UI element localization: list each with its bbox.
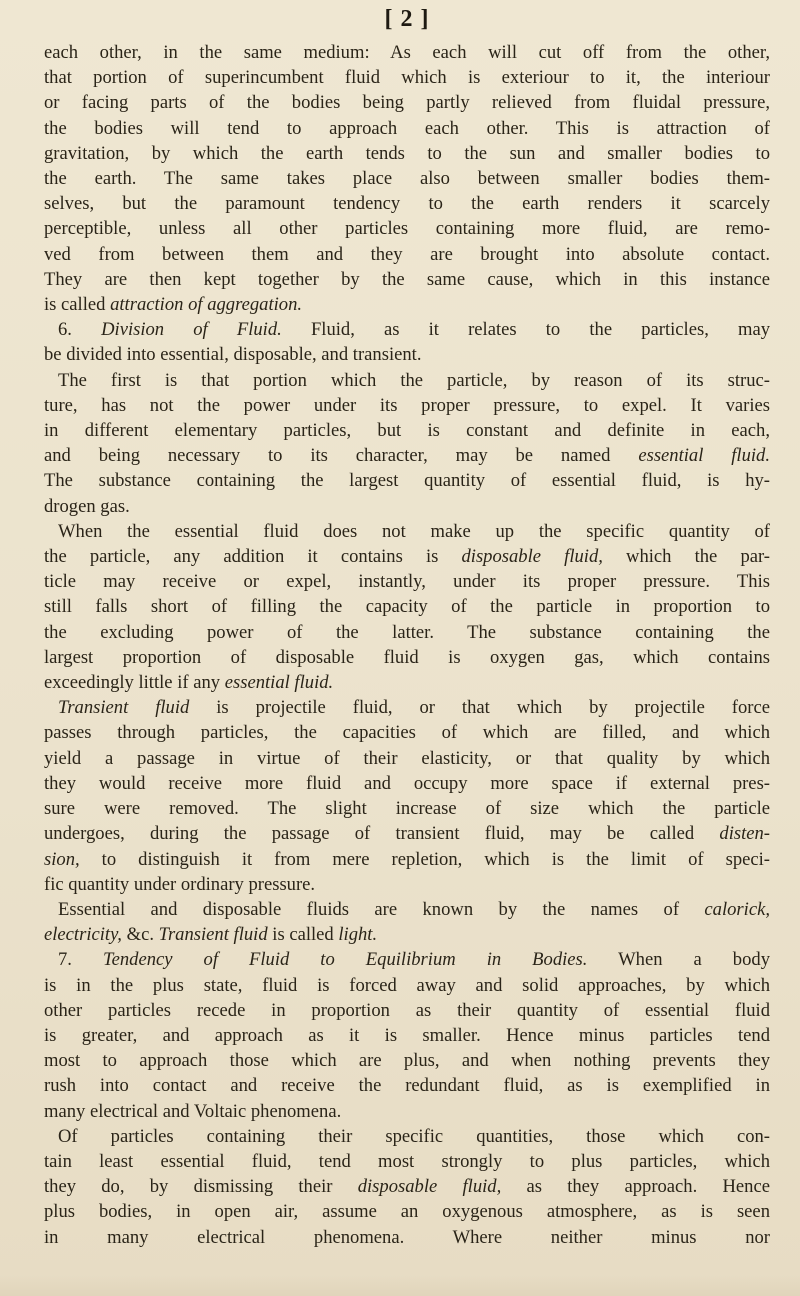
text-line: the earth. The same takes place also between smaller bodies them- <box>44 168 770 190</box>
text-line: each other, in the same medium: As each will cut off from the other, <box>44 42 770 63</box>
text-line: When the essential fluid does not make up the specific quantity of <box>58 520 770 542</box>
text-line: gravitation, by which the earth tends to the sun and smaller bodies to <box>44 142 770 164</box>
text-line: is in the plus state, fluid is forced away and solid approaches, by which <box>44 974 770 996</box>
text-line: and being necessary to its character, may be named essential fluid. <box>44 445 770 467</box>
text-line: ticle may receive or expel, instantly, under its proper pressure. This <box>44 571 770 593</box>
page-number: [ 2 ] <box>384 6 430 32</box>
page-edge-shadow <box>0 1274 800 1296</box>
text-line: electricity, &c. Transient fluid is called light. <box>44 924 378 946</box>
text-line: exceedingly little if any essential fluid. <box>44 672 334 694</box>
text-line: they would receive more fluid and occupy more space if external pres- <box>44 772 770 794</box>
text-line: is called attraction of aggregation. <box>44 294 303 316</box>
text-line: sure were removed. The slight increase of size which the particle <box>44 798 770 820</box>
text-line: in different elementary particles, but is constant and definite in each, <box>44 420 770 442</box>
text-line: they do, by dismissing their disposable fluid, as they approach. Hence <box>44 1176 770 1198</box>
text-line: Transient fluid is projectile fluid, or that which by projectile force <box>58 697 770 719</box>
text-line: the excluding power of the latter. The substance containing the <box>44 621 770 643</box>
text-line: The substance containing the largest quantity of essential fluid, is hy- <box>44 470 770 492</box>
text-line: the particle, any addition it contains is disposable fluid, which the par- <box>44 546 770 568</box>
text-line: is greater, and approach as it is smaller. Hence minus particles tend <box>44 1024 770 1046</box>
text-line: sion, to distinguish it from mere repletion, which is the limit of speci- <box>44 848 770 870</box>
text-line: that portion of superincumbent fluid which is exteriour to it, the interiour <box>44 67 770 89</box>
text-line: drogen gas. <box>44 495 130 517</box>
text-line: be divided into essential, disposable, and transient. <box>44 344 422 366</box>
text-line: fic quantity under ordinary pressure. <box>44 873 316 895</box>
text-line: in many electrical phenomena. Where neither minus nor <box>44 1226 770 1248</box>
text-line: plus bodies, in open air, assume an oxygenous atmosphere, as is seen <box>44 1201 770 1223</box>
text-line: largest proportion of disposable fluid is oxygen gas, which contains <box>44 646 770 668</box>
text-line: other particles recede in proportion as their quantity of essential fluid <box>44 999 770 1021</box>
text-line: selves, but the paramount tendency to the earth renders it scarcely <box>44 193 770 215</box>
text-line: perceptible, unless all other particles containing more fluid, are remo- <box>44 218 770 240</box>
body-text <box>44 40 770 1250</box>
text-line: rush into contact and receive the redundant fluid, as is exemplified in <box>44 1075 770 1097</box>
section-heading-7: 7. Tendency of Fluid to Equilibrium in Bodies. When a body <box>58 949 770 971</box>
text-line: ture, has not the power under its proper pressure, to expel. It varies <box>44 394 770 416</box>
text-line: undergoes, during the passage of transient fluid, may be called disten- <box>44 823 770 845</box>
text-line: They are then kept together by the same cause, which in this instance <box>44 268 770 290</box>
text-line: tain least essential fluid, tend most strongly to plus particles, which <box>44 1150 770 1172</box>
section-heading-6: 6. Division of Fluid. Fluid, as it relates to the particles, may <box>58 319 770 341</box>
text-line: Of particles containing their specific quantities, those which con- <box>58 1125 770 1147</box>
text-line: the bodies will tend to approach each other. This is attraction of <box>44 117 770 139</box>
text-line: or facing parts of the bodies being partly relieved from fluidal pressure, <box>44 92 770 114</box>
text-line: The first is that portion which the particle, by reason of its struc- <box>58 369 770 391</box>
text-line: many electrical and Voltaic phenomena. <box>44 1100 342 1122</box>
text-line: ved from between them and they are brought into absolute contact. <box>44 243 770 265</box>
text-line: Essential and disposable fluids are known by the names of calorick, <box>58 898 770 920</box>
text-line: passes through particles, the capacities of which are filled, and which <box>44 722 770 744</box>
text-line: still falls short of filling the capacity of the particle in proportion to <box>44 596 770 618</box>
text-line: yield a passage in virtue of their elasticity, or that quality by which <box>44 747 770 769</box>
text-line: most to approach those which are plus, and when nothing prevents they <box>44 1050 770 1072</box>
